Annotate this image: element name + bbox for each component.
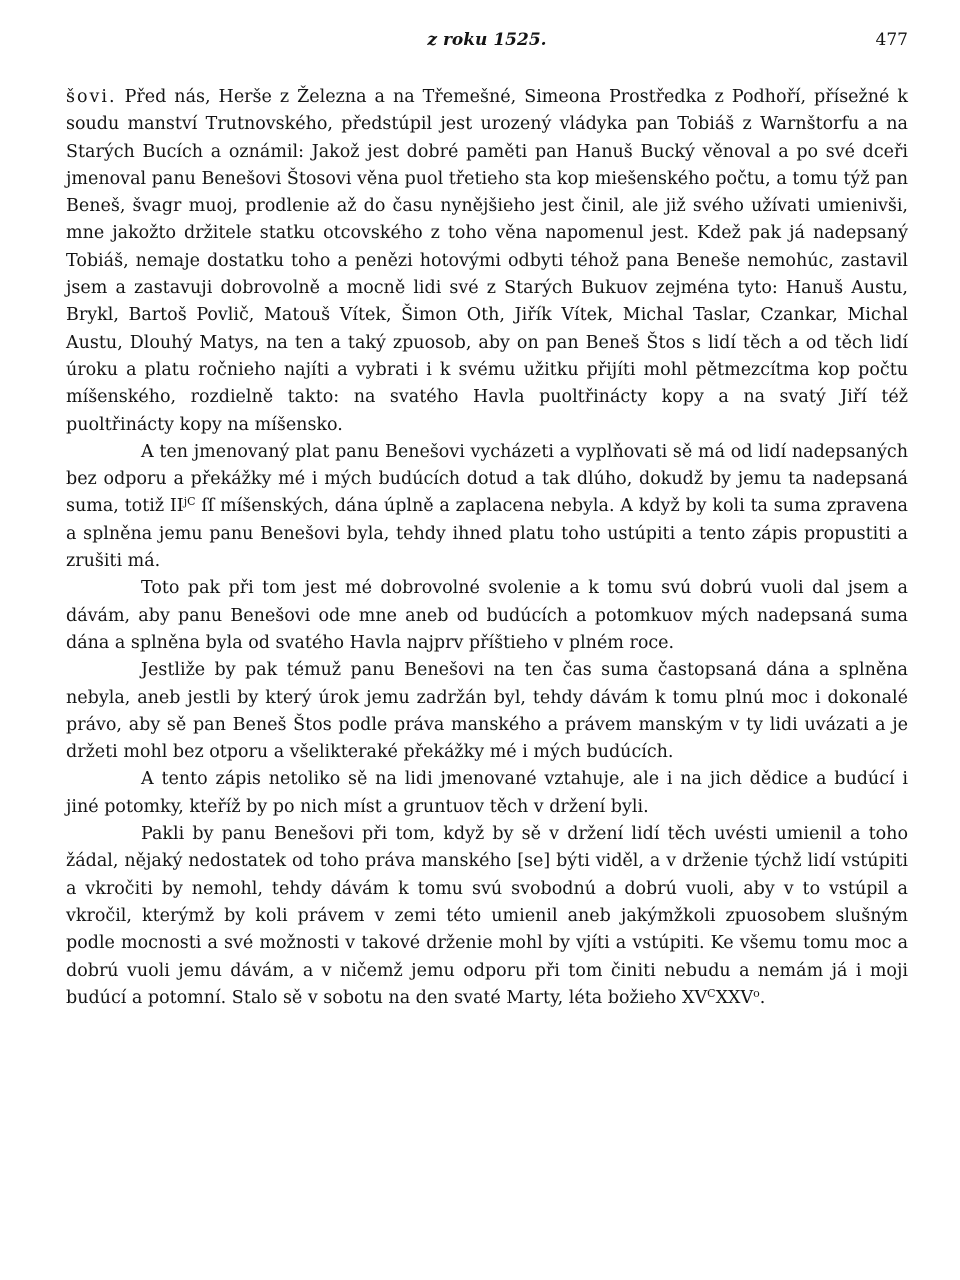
page-number: 477 xyxy=(875,30,908,50)
paragraph-6-sup-o: o xyxy=(753,986,760,1000)
body-text xyxy=(66,84,908,1012)
paragraph-2-sup-j: j xyxy=(183,495,188,509)
paragraph-6-sup-c: C xyxy=(707,986,716,1000)
paragraph-4: Jestliže by pak témuž panu Benešovi na ten čas suma častopsaná dána a splněna nebyla, aneb jestli by který úrok jemu zadržán byl, tehdy dávám k tomu plnú moc i dokonalé právo, aby sě pan Beneš Štos podle práva manského a právem manským v ty lidi uvázati a je držeti mohl bez otporu a všelikteraké překážky mé i mých budúcích. xyxy=(66,660,908,763)
paragraph-2-text-a: A ten jmenovaný plat panu Benešovi vycházeti a vyplňovati sě má od lidí nadepsaných bez odporu a překážky mé i mých budúcích dotud a tak dlúho, dokudž by jemu ta nadepsaná suma, totiž II xyxy=(66,441,908,517)
paragraph-1-first-word: šovi. xyxy=(66,87,117,107)
paragraph-2 xyxy=(66,439,908,575)
paragraph-2-text-b: ſſ míšenských, dána úplně a zaplacena nebyla. A když by koli ta suma zpravena a splněna jemu panu Benešovi byla, tehdy ihned platu toho ustúpiti a tento zápis propustiti a zrušiti má. xyxy=(66,496,908,572)
running-title: z roku 1525. xyxy=(427,30,547,50)
paragraph-5: A tento zápis netoliko sě na lidi jmenované vztahuje, ale i na jich dědice a budúcí i jiné potomky, kteříž by po nich míst a gruntuov těch v držení byli. xyxy=(66,769,908,817)
paragraph-1-text: Před nás, Herše z Železna a na Třemešné, Simeona Prostředka z Podhoří, přísežné k soudu manství Trutnovského, předstúpil jest urozený vládyka pan Tobiáš z Warnštorfu a na Starých Bucích a oznámil: Jakož jest dobré paměti pan Hanuš Bucký věnoval a po své dceři jmenoval panu Benešovi Štosovi věna puol třetieho sta kop miešenského počtu, a tomu týž pan Beneš, švagr muoj, prodlenie až do času nynějšieho jest činil, ale již svého užívati umienivši, mne jakožto držitele statku otcovského z toho věna napomenul jest. Kdež pak já nadepsaný Tobiáš, nemaje dostatku toho a penězi hotovými odbyti téhož pana Beneše nemohúc, zastavil jsem a zastavuji dobrovolně a mocně lidi své z Starých Bukuov zejména tyto: Hanuš Austu, Brykl, Bartoš Povlič, Matouš Vítek, Šimon Oth, Jiřík Vítek, Michal Taslar, Czankar, Michal Austu, Dlouhý Matys, na ten a taký zpuosob, aby on pan Beneš Štos s lidí těch a od těch lidí úroku a platu ročnieho najíti a vybrati i k svému užitku přijíti mohl pětmezcítma kop počtu míšenského, rozdielně takto: na svatého Havla puoltřinácty kopy a na svatý Jiří též puoltřinácty kopy na míšensko. xyxy=(66,87,908,435)
paragraph-6 xyxy=(66,821,908,1012)
paragraph-6-text-a: Pakli by panu Benešovi při tom, když by sě v držení lidí těch uvésti umienil a toho žádal, nějaký nedostatek od toho práva manského [se] býti viděl, a v drženie týchž lidí vstúpiti a vkročiti by nemohl, tehdy dávám k tomu svú svobodnú a dobrú vuoli, aby v to vstúpil a vkročil, kterýmž by koli právem v zemi této umienil aneb jakýmžkoli zpuosobem slušným podle mocnosti a své možnosti v takové drženie mohl by vjíti a vstúpiti. Ke všemu tomu moc a dobrú vuoli jemu dávám, a v ničemž jemu odporu při tom činiti nebudu a nemám já i moji budúcí a potomní. Stalo sě v sobotu na den svaté Marty, léta božieho XV xyxy=(66,824,908,1008)
paragraph-6-text-b: XXV xyxy=(715,987,754,1008)
page-header xyxy=(66,30,908,60)
paragraph-3: Toto pak při tom jest mé dobrovolné svolenie a k tomu svú dobrú vuoli dal jsem a dávám, aby panu Benešovi ode mne aneb od budúcích a potomkuov mých nadepsaná suma dána a splněna byla od svatého Havla najprv příštieho v plném roce. xyxy=(66,578,908,653)
paragraph-1 xyxy=(66,84,908,439)
paragraph-2-sup-c: C xyxy=(187,495,196,509)
paragraph-6-text-c: . xyxy=(759,987,766,1008)
